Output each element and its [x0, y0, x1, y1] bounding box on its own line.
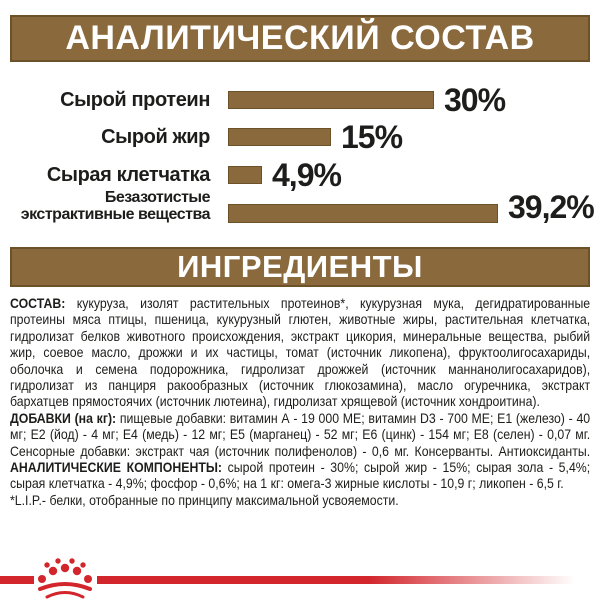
ingredients-section-text: сырой протеин - 30%; сырой жир - 15%; сырая зола - 5,4%; сырая клетчатка - 4,9%; фосфор - 0,6%; на 1 кг: омега-3 жирные кислоты - 10,9 г; ликопен - 6,5 г. — [10, 459, 591, 492]
crown-arcs — [40, 584, 90, 597]
chart-label-line: экстрактивные вещества — [20, 206, 210, 223]
red-rule-left — [0, 576, 34, 584]
chart-category-label — [0, 189, 210, 223]
red-rule-right-fading — [97, 576, 590, 584]
ingredients-text — [10, 295, 590, 508]
chart-bar — [228, 91, 434, 109]
ingredients-section-heading: АНАЛИТИЧЕСКИЕ КОМПОНЕНТЫ: — [10, 459, 223, 476]
ingredients-section-text: кукуруза, изолят растительных протеинов*, кукурузная мука, дегидратированные протеины мяса птицы, пшеница, кукурузный глютен, животные жиры, растительная клетчатка, гидролизат белков животного происхождения, экстракт цикория, минеральные вещества, рыбий жир, соевое масло, дрожжи и их частицы, томат (источник ликопена), фруктоолигосахариды, оболочка и семена подорожника, гидролизат дрожжей (источник маннанолигосахаридов), гидролизат из панциря ракообразных (источник глюкозамина), масло огуречника, экстракт бархатцев прямостоячих (источник лютеина), гидролизат хрящевой (источник хондроитина). — [10, 295, 591, 410]
chart-label-line: Сырая клетчатка — [46, 164, 210, 186]
chart-value-label: 15% — [341, 119, 403, 155]
ingredients-section-heading: ДОБАВКИ (на кг): — [10, 409, 117, 426]
chart-label-line: Сырой протеин — [60, 89, 210, 111]
crown-dots — [38, 558, 92, 583]
ingredients-paragraph — [10, 295, 590, 410]
chart-row — [0, 82, 600, 118]
chart-value-label: 4,9% — [272, 157, 341, 193]
analytical-composition-header — [10, 15, 590, 62]
chart-bar — [228, 204, 498, 223]
ingredients-title: ИНГРЕДИЕНТЫ — [177, 249, 423, 284]
royal-canin-crown-icon — [36, 557, 94, 602]
ingredients-section-heading: СОСТАВ: — [10, 295, 66, 311]
chart-value-label: 39,2% — [508, 189, 594, 225]
chart-value-label: 30% — [444, 82, 506, 118]
chart-category-label — [0, 90, 210, 110]
chart-label-line: Сырой жир — [101, 126, 210, 148]
ingredients-section-text: пищевые добавки: витамин А - 19 000 МЕ; витамин D3 - 700 МЕ; Е1 (железо) - 40 мг; Е2 (йод) - 4 мг; Е4 (медь) - 12 мг; Е5 (марганец) - 52 мг; Е6 (цинк) - 154 мг; Е8 (селен) - 0,07 мг. Сенсорные добавки: экстракт чая (источник полифенолов) - 0,6 мг. Консерванты. Антиоксиданты. — [10, 409, 591, 459]
ingredients-header — [10, 247, 590, 287]
chart-bar — [228, 166, 262, 184]
chart-label-line: Безазотистые — [104, 189, 210, 206]
ingredients-section-text: *L.I.P.- белки, отобранные по принципу максимальной усвояемости. — [10, 491, 399, 508]
footer — [0, 555, 600, 615]
ingredients-paragraph — [10, 410, 590, 492]
chart-row — [0, 119, 600, 155]
chart-category-label — [0, 127, 210, 147]
chart-category-label — [0, 165, 210, 185]
analytical-composition-chart — [0, 82, 600, 225]
pet-food-label — [0, 15, 600, 508]
chart-row — [0, 157, 600, 193]
ingredients-paragraph — [10, 492, 590, 508]
chart-bar — [228, 128, 331, 146]
analytical-composition-title: АНАЛИТИЧЕСКИЙ СОСТАВ — [65, 19, 535, 57]
